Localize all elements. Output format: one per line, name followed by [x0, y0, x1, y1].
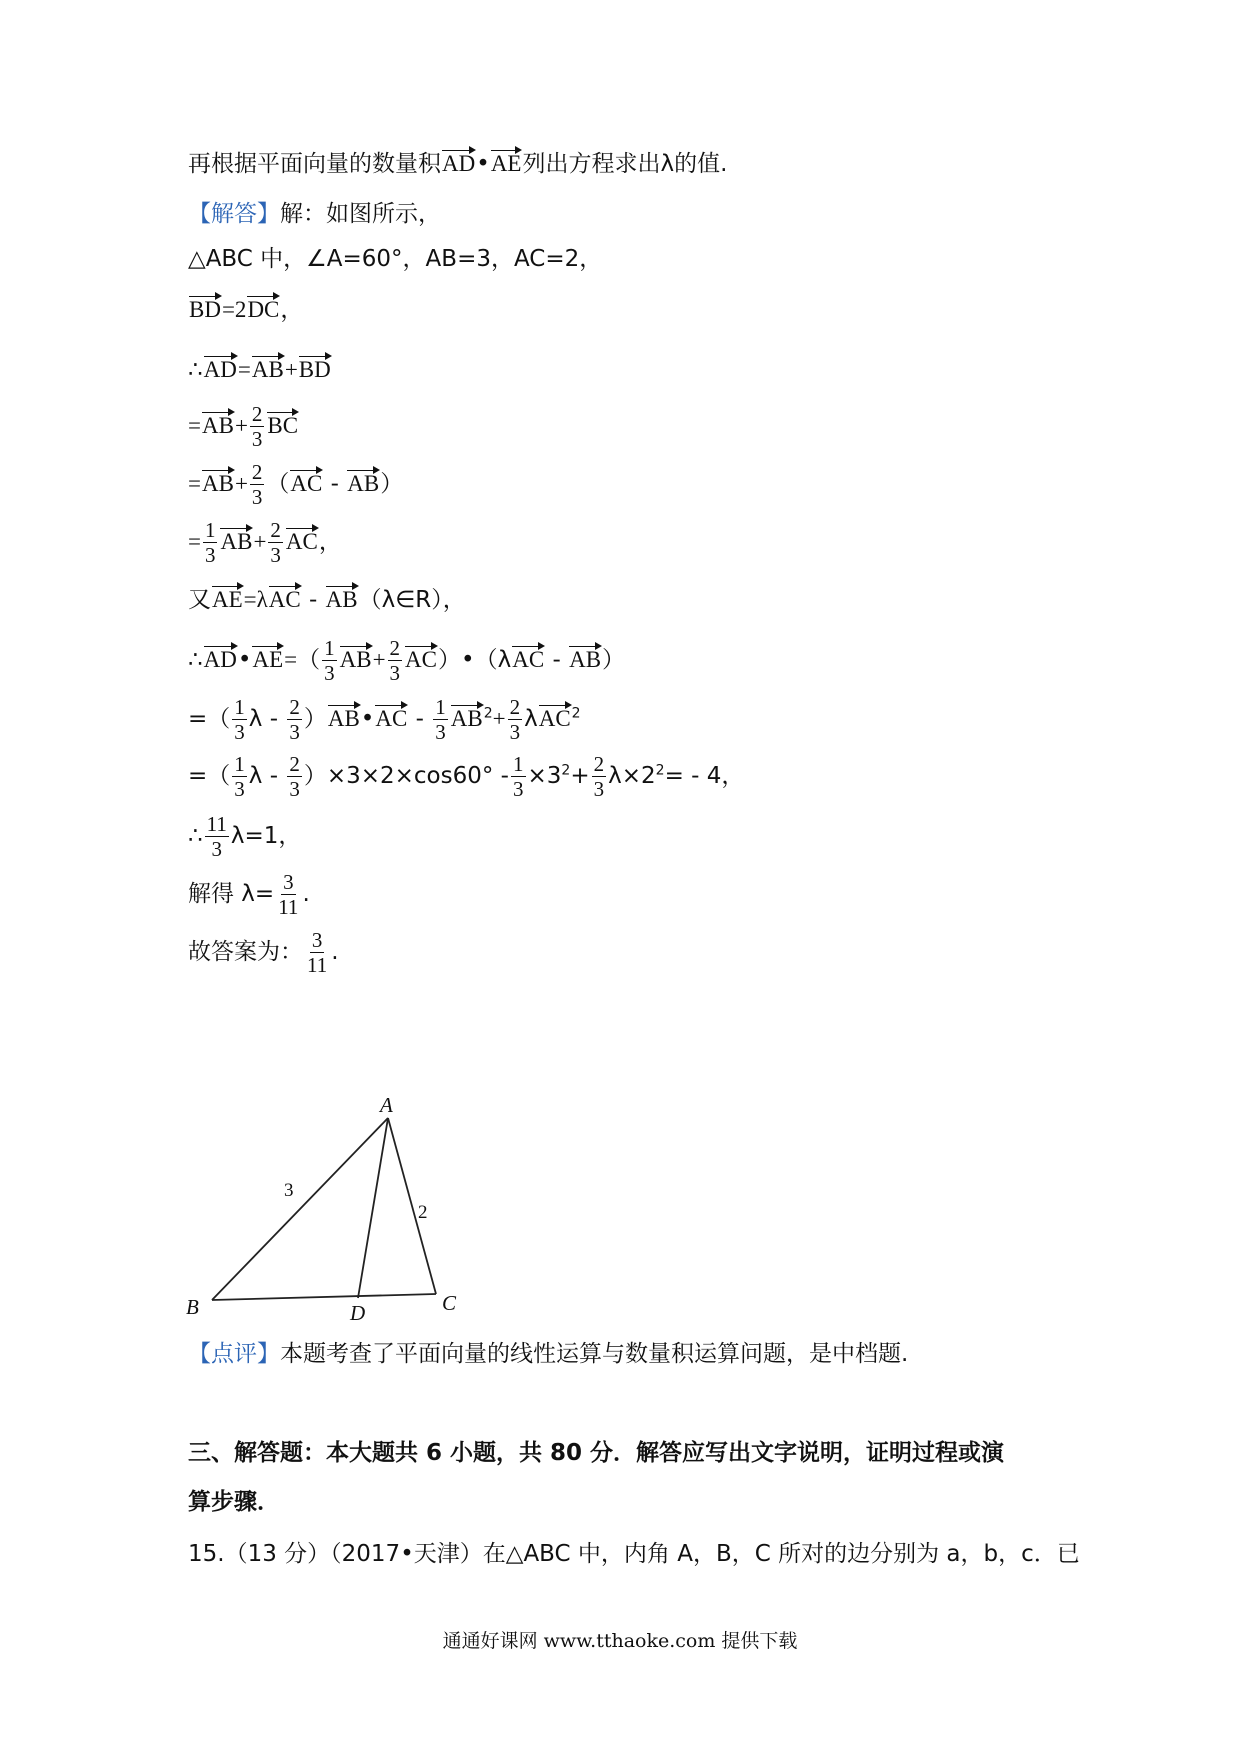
step-2: =AB+ $\frac{2}{3}$ BC	[188, 402, 299, 451]
side-bc	[212, 1294, 436, 1300]
fraction: $\frac{2}{3}$	[251, 402, 263, 451]
given-line: △ABC 中，∠A=60°，AB=3，AC=2，	[188, 246, 603, 272]
question-15: 15.（13 分）（2017•天津）在△ABC 中，内角 A，B，C 所对的边分别为 a，b，c．已	[188, 1541, 1080, 1567]
fraction: $\frac{1}{3}$	[204, 518, 216, 567]
fraction: $\frac{2}{3}$	[289, 752, 300, 801]
fraction: $\frac{1}{3}$	[513, 752, 524, 801]
lambda-result: 解得 λ= $\frac{3}{11}$ .	[188, 870, 310, 919]
fraction: $\frac{1}{3}$	[234, 695, 245, 744]
side-ab-length: 3	[284, 1180, 294, 1201]
dot-product-setup: ∴AD•AE=（ $\frac{1}{3}$ AB+ $\frac{2}{3}$ AC）•（λAC - AB）	[188, 636, 626, 685]
side-ac-length: 2	[418, 1202, 428, 1223]
section-heading-cont: 算步骤．	[188, 1489, 280, 1515]
vector-relation-line: BD=2DC，	[188, 294, 303, 326]
review-tag: 【点评】	[188, 1341, 280, 1367]
triangle-figure	[180, 1098, 470, 1328]
step-3: =AB+ $\frac{2}{3}$ （AC - AB）	[188, 460, 404, 509]
fraction: $\frac{11}{3}$	[206, 812, 227, 861]
review-line: 【点评】本题考查了平面向量的线性运算与数量积运算问题，是中档题.	[188, 1341, 909, 1367]
side-ac	[388, 1118, 436, 1294]
section-heading: 三、解答题：本大题共 6 小题，共 80 分．解答应写出文字说明，证明过程或演	[188, 1440, 1005, 1466]
fraction: $\frac{2}{3}$	[270, 518, 281, 567]
fraction: $\frac{1}{3}$	[234, 752, 245, 801]
fraction: $\frac{2}{3}$	[389, 636, 401, 685]
ae-definition: 又AE=λAC - AB（λ∈R），	[188, 584, 466, 616]
fraction: $\frac{1}{3}$	[324, 636, 335, 685]
final-answer: 故答案为： $\frac{3}{11}$ .	[188, 928, 339, 977]
vertex-b-label: B	[186, 1295, 199, 1319]
lambda-equation: ∴ $\frac{11}{3}$ λ=1，	[188, 812, 302, 861]
fraction: $\frac{1}{3}$	[435, 695, 446, 744]
fraction: $\frac{2}{3}$	[509, 695, 521, 744]
dot-product-expand: =（ $\frac{1}{3}$ λ - $\frac{2}{3}$ ）AB•AC - $\frac{1}{3}$ $AB^2+$ $\frac{2}{3}$ λAC$^2$	[188, 695, 581, 744]
fraction: $\frac{2}{3}$	[289, 695, 300, 744]
vertex-a-label: A	[380, 1098, 393, 1117]
vertex-d-label: D	[350, 1301, 366, 1325]
step-4: = $\frac{1}{3}$ AB+ $\frac{2}{3}$ AC，	[188, 518, 342, 567]
fraction: $\frac{3}{11}$	[307, 928, 328, 977]
fraction: $\frac{2}{3}$	[593, 752, 605, 801]
answer-heading: 【解答】解：如图所示，	[188, 201, 441, 227]
text-line-1: 再根据平面向量的数量积AD•AE列出方程求出λ的值.	[188, 148, 727, 180]
fraction: $\frac{3}{11}$	[278, 870, 299, 919]
page-footer: 通通好课网 www.tthaoke.com 提供下载	[442, 1630, 798, 1652]
vertex-c-label: C	[442, 1291, 457, 1315]
fraction: $\frac{2}{3}$	[251, 460, 263, 509]
dot-product-evaluate: =（ $\frac{1}{3}$ λ - $\frac{2}{3}$ ）×3×2×cos60° - $\frac{1}{3}$ $\times 3^2+$ $\frac{2}{3}$ $\lambda\times 2^2= - 4$，	[188, 752, 745, 801]
step-ad-sum: ∴AD=AB+BD	[188, 354, 332, 386]
answer-tag: 【解答】	[188, 201, 280, 227]
